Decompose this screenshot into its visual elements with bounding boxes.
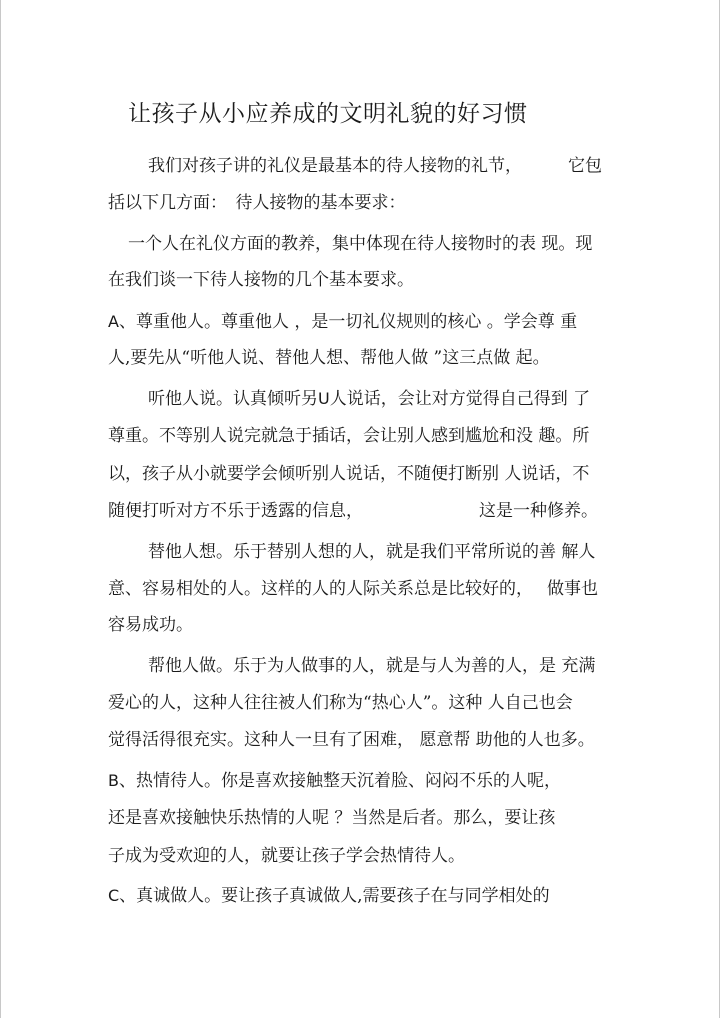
intro-line-1-text: 我们对孩子讲的礼仪是最基本的待人接物的礼节， (148, 156, 522, 176)
listen-line-4 (108, 498, 598, 524)
help-line-2: 爱心的人，这种人往往被人们称为“热心人”。这种 人自己也会 (108, 693, 573, 713)
listen-line-4-a: 随便打听对方不乐于透露的信息， (108, 501, 363, 521)
section-b-line-2: 还是喜欢接触快乐热情的人呢 ？当然是后者。那么，要让孩 (108, 808, 556, 828)
section-c-line-1 (108, 883, 550, 909)
section-b-line-1 (108, 768, 561, 794)
section-a-letter: A (108, 312, 119, 331)
section-b-letter: B (108, 771, 119, 790)
think-line-2 (108, 576, 598, 602)
section-b-line-1-text: 、热情待人。你是喜欢接触整天沉着脸、闷闷不乐的人呢， (118, 771, 561, 791)
listen-line-3: 以，孩子从小就要学会倾听别人说话，不随便打断别 人说话，不 (108, 464, 590, 484)
listen-line-2: 尊重。不等别人说完就急于插话，会让别人感到尴尬和没 趣。所 (108, 426, 590, 446)
listen-line-1-a: 听他人说。认真倾听另 (148, 389, 318, 409)
think-line-3: 容易成功。 (108, 615, 193, 635)
section-a-line-1 (108, 309, 577, 335)
p1-line-1: 一个人在礼仪方面的教养，集中体现在待人接物时的表 现。现 (128, 234, 593, 254)
listen-line-4-b: 这是一种修养。 (479, 501, 598, 521)
section-c-letter: C (108, 886, 120, 905)
document-title: 让孩子从小应养成的文明礼貌的好习惯 (128, 101, 528, 127)
listen-line-1-b: 人说话，会让对方觉得自己得到 了 (329, 389, 591, 409)
think-line-2-b: 做事也 (547, 579, 598, 599)
section-b-line-3: 子成为受欢迎的人，就要让孩子学会热情待人。 (108, 846, 465, 866)
think-line-2-a: 意、容易相处的人。这样的人的人际关系总是比较好的， (108, 579, 533, 599)
intro-line-1-end: 它包 (568, 156, 602, 176)
think-line-1: 替他人想。乐于替别人想的人，就是我们平常所说的善 解人 (148, 542, 596, 562)
intro-line-1 (148, 153, 602, 179)
p1-line-2: 在我们谈一下待人接物的几个基本要求。 (108, 270, 414, 290)
listen-line-1-u: U (318, 389, 330, 408)
section-c-line-1-text: 、真诚做人。要让孩子真诚做人,需要孩子在与同学相处的 (119, 886, 550, 906)
section-a-line-2: 人,要先从“听他人说、替他人想、帮他人做 ”这三点做 起。 (108, 348, 550, 368)
section-a-line-1-text: 、尊重他人。尊重他人 ，是一切礼仪规则的核心 。学会尊 重 (118, 312, 578, 332)
intro-line-2: 括以下几方面： 待人接物的基本要求： (108, 193, 406, 213)
listen-line-1 (148, 386, 590, 412)
help-line-3: 觉得活得很充实。这种人一旦有了困难， 愿意帮 助他的人也多。 (108, 730, 595, 750)
help-line-1: 帮他人做。乐于为人做事的人，就是与人为善的人，是 充满 (148, 656, 596, 676)
